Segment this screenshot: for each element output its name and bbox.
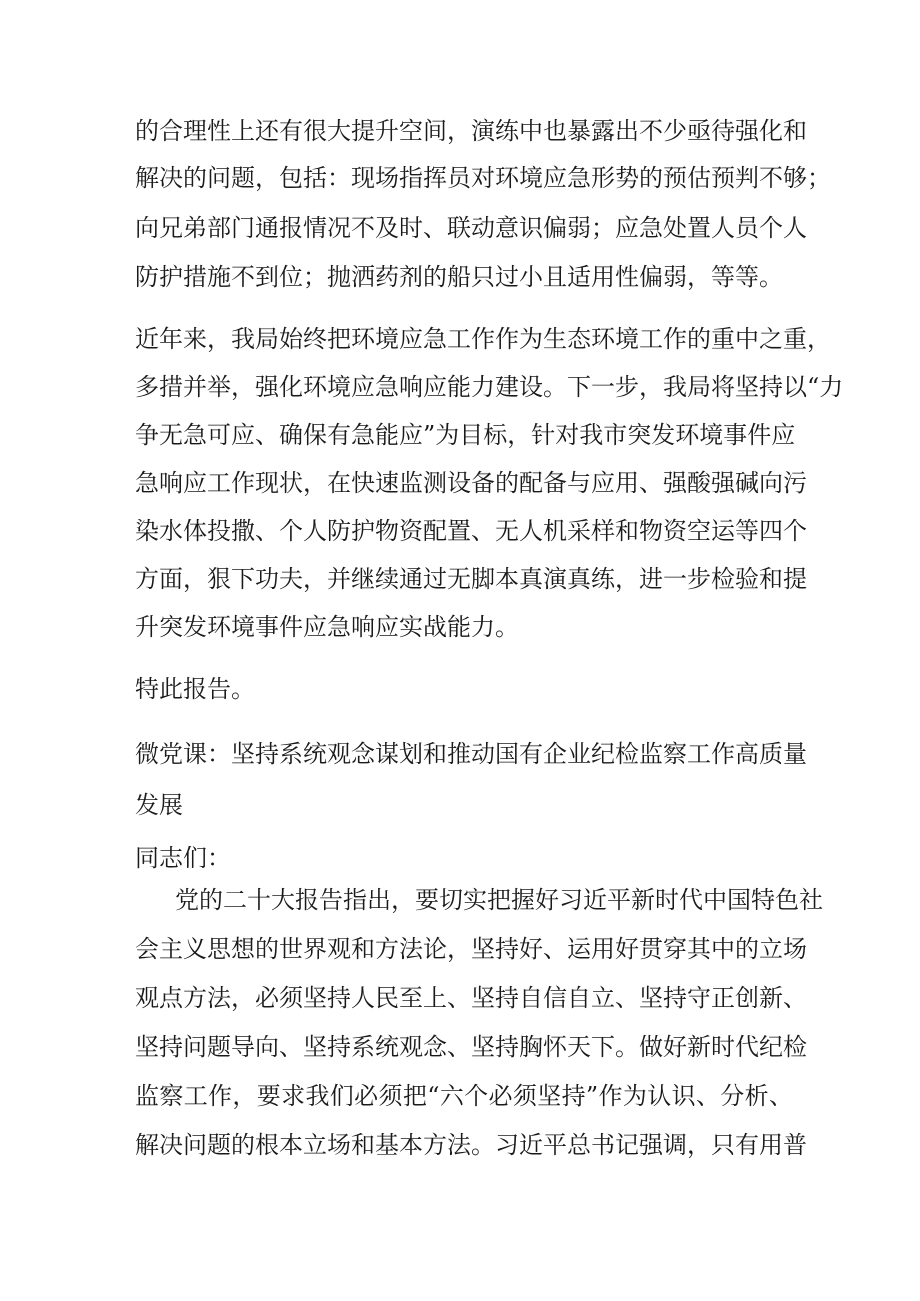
paragraph-3-line-2: 会主义思想的世界观和方法论，坚持好、运用好贯穿其中的立场 (135, 935, 807, 963)
paragraph-2-line-7: 升突发环境事件应急响应实战能力。 (135, 613, 519, 641)
paragraph-3-line-4: 坚持问题导向、坚持系统观念、坚持胸怀天下。做好新时代纪检 (135, 1033, 807, 1061)
salutation: 同志们： (135, 844, 231, 872)
paragraph-1-line-1: 的合理性上还有很大提升空间，演练中也暴露出不少亟待强化和 (135, 117, 807, 145)
paragraph-3-line-1: 党的二十大报告指出，要切实把握好习近平新时代中国特色社 (175, 886, 823, 914)
paragraph-2-line-4: 急响应工作现状，在快速监测设备的配备与应用、强酸强碱向污 (135, 469, 807, 497)
paragraph-2-line-1: 近年来，我局始终把环境应急工作作为生态环境工作的重中之重， (135, 325, 831, 353)
title-line-2: 发展 (135, 791, 183, 819)
closing-text: 特此报告。 (135, 675, 255, 703)
paragraph-3-line-6: 解决问题的根本立场和基本方法。习近平总书记强调，只有用普 (135, 1131, 807, 1159)
paragraph-2-line-2: 多措并举，强化环境应急响应能力建设。下一步，我局将坚持以“力 (135, 373, 844, 401)
paragraph-2-line-5: 染水体投撒、个人防护物资配置、无人机采样和物资空运等四个 (135, 517, 807, 545)
paragraph-1-line-2: 解决的问题，包括：现场指挥员对环境应急形势的预估预判不够； (135, 164, 831, 192)
paragraph-2-line-3: 争无急可应、确保有急能应”为目标，针对我市突发环境事件应 (135, 421, 796, 449)
paragraph-2-line-6: 方面，狠下功夫，并继续通过无脚本真演真练，进一步检验和提 (135, 565, 807, 593)
title-line-1: 微党课：坚持系统观念谋划和推动国有企业纪检监察工作高质量 (135, 740, 807, 768)
paragraph-1-line-3: 向兄弟部门通报情况不及时、联动意识偏弱；应急处置人员个人 (135, 214, 807, 242)
paragraph-3-line-5: 监察工作，要求我们必须把“六个必须坚持”作为认识、分析、 (135, 1082, 793, 1110)
paragraph-3-line-3: 观点方法，必须坚持人民至上、坚持自信自立、坚持守正创新、 (135, 984, 807, 1012)
paragraph-1-line-4: 防护措施不到位；抛洒药剂的船只过小且适用性偏弱，等等。 (135, 263, 783, 291)
